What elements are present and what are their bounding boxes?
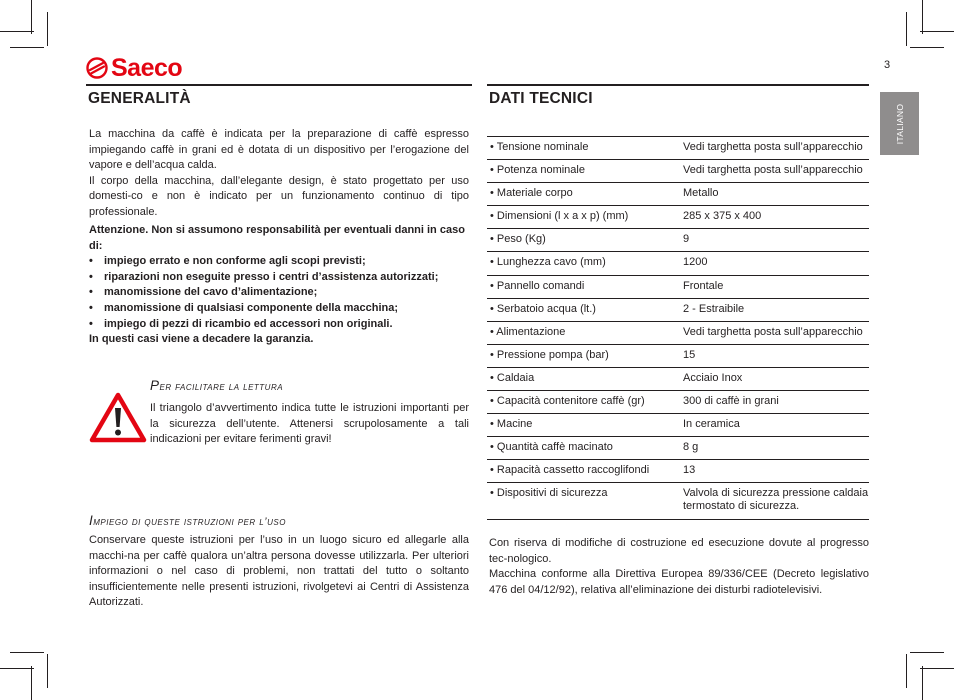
- spec-value: [683, 483, 869, 520]
- crop-mark: [47, 12, 48, 46]
- header-rule-left: [86, 84, 472, 86]
- spec-value: 2 - Estraibile: [683, 298, 869, 321]
- spec-value-line: termostato di sicurezza.: [683, 500, 800, 513]
- subheading-rest: mpiego di queste istruzioni per l’uso: [93, 516, 286, 528]
- spec-label: • Pressione pompa (bar): [487, 344, 683, 367]
- spec-value-line: Valvola di sicurezza pressione caldaia: [683, 487, 869, 500]
- subheading-initial: I: [89, 513, 94, 528]
- spec-value: 15: [683, 344, 869, 367]
- spec-label: • Tensione nominale: [487, 137, 683, 160]
- table-row: [487, 183, 869, 206]
- note-paragraph: Con riserva di modifiche di costruzione ed esecuzione dovute al progresso tec-nologico.: [489, 537, 869, 565]
- reading-text: Il triangolo d’avvertimento indica tutte le istruzioni importanti per la sicurezza dell’utente. Attenersi scrupolosamente a tali indicazioni per evitare ferimenti gravi!: [150, 402, 469, 446]
- table-row: [487, 344, 869, 367]
- crop-mark: [31, 0, 32, 34]
- spec-value: 9: [683, 229, 869, 252]
- table-row: [487, 367, 869, 390]
- spec-label: • Serbatoio acqua (lt.): [487, 298, 683, 321]
- crop-mark: [922, 0, 923, 34]
- list-item: • impiego errato e non conforme agli scopi previsti;: [89, 254, 469, 270]
- subheading-usage: [89, 513, 286, 528]
- crop-mark: [920, 668, 954, 669]
- table-row: [487, 437, 869, 460]
- section-heading-dati-tecnici: DATI TECNICI: [489, 90, 593, 107]
- spec-label: • Alimentazione: [487, 321, 683, 344]
- list-item: • riparazioni non eseguite presso i centri d’assistenza autorizzati;: [89, 270, 469, 286]
- warning-triangle-icon: [89, 391, 147, 443]
- table-row: [487, 160, 869, 183]
- usage-text: Conservare queste istruzioni per l’uso in un luogo sicuro ed allegarle alla macchi-na per caffè qualora un’altra persona dovesse utilizzarla. Per ulteriori informazioni o nel caso di problemi, non trattati del tutto o soltanto insufficientemente nelle presenti istruzioni, rivolgetevi ai Centri di Assistenza Autorizzati.: [89, 534, 469, 609]
- spec-label: • Quantità caffè macinato: [487, 437, 683, 460]
- table-row: [487, 460, 869, 483]
- crop-mark: [0, 668, 34, 669]
- table-row: [487, 298, 869, 321]
- warning-list: [89, 254, 469, 332]
- notes-text: [489, 536, 869, 598]
- subheading-reading: [150, 378, 283, 393]
- crop-mark: [47, 654, 48, 688]
- spec-value: 13: [683, 460, 869, 483]
- table-row: [487, 275, 869, 298]
- warning-title: Attenzione. Non si assumono responsabilità per eventuali danni in caso di:: [89, 224, 465, 252]
- warning-footer: In questi casi viene a decadere la garanzia.: [89, 333, 314, 346]
- table-row: [487, 252, 869, 275]
- brand-wordmark: Saeco: [111, 54, 183, 82]
- spec-label: • Pannello comandi: [487, 275, 683, 298]
- crop-mark: [10, 47, 44, 48]
- list-item: • manomissione di qualsiasi componente della macchina;: [89, 301, 469, 317]
- specs-table: [487, 136, 869, 520]
- table-row: [487, 483, 869, 520]
- spec-label: • Dispositivi di sicurezza: [487, 483, 683, 520]
- crop-mark: [910, 652, 944, 653]
- list-item: • manomissione del cavo d’alimentazione;: [89, 285, 469, 301]
- spec-label: • Materiale corpo: [487, 183, 683, 206]
- table-row: [487, 206, 869, 229]
- list-item: • impiego di pezzi di ricambio ed accessori non originali.: [89, 317, 469, 333]
- liability-warning: [89, 223, 469, 348]
- spec-label: • Caldaia: [487, 367, 683, 390]
- spec-value: Metallo: [683, 183, 869, 206]
- crop-mark: [922, 666, 923, 700]
- spec-label: • Macine: [487, 414, 683, 437]
- crop-mark: [31, 666, 32, 700]
- table-row: [487, 229, 869, 252]
- brand-logo: [86, 55, 182, 81]
- table-row: [487, 391, 869, 414]
- spec-label: • Peso (Kg): [487, 229, 683, 252]
- spec-label: • Rapacità cassetto raccoglifondi: [487, 460, 683, 483]
- spec-value: Vedi targhetta posta sull’apparecchio: [683, 160, 869, 183]
- spec-value: In ceramica: [683, 414, 869, 437]
- saeco-emblem-icon: [86, 57, 108, 79]
- crop-mark: [920, 31, 954, 32]
- subheading-rest: er facilitare la lettura: [159, 381, 284, 393]
- spec-label: • Capacità contenitore caffè (gr): [487, 391, 683, 414]
- table-row: [487, 321, 869, 344]
- crop-mark: [10, 652, 44, 653]
- note-paragraph: Macchina conforme alla Direttiva Europea 89/336/CEE (Decreto legislativo 476 del 04/12/92), relativa all’eliminazione dei disturbi radiotelevisivi.: [489, 568, 869, 596]
- section-heading-generalita: GENERALITÀ: [88, 90, 191, 107]
- table-row: [487, 137, 869, 160]
- spec-value: 300 di caffè in grani: [683, 391, 869, 414]
- page-number: 3: [884, 59, 891, 71]
- spec-value: 8 g: [683, 437, 869, 460]
- spec-value: 1200: [683, 252, 869, 275]
- table-row: [487, 414, 869, 437]
- spec-label: • Lunghezza cavo (mm): [487, 252, 683, 275]
- spec-value: Frontale: [683, 275, 869, 298]
- spec-value: Vedi targhetta posta sull’apparecchio: [683, 321, 869, 344]
- spec-value: 285 x 375 x 400: [683, 206, 869, 229]
- language-tab-label: ITALIANO: [894, 103, 905, 144]
- intro-text: [89, 127, 469, 221]
- subheading-initial: P: [150, 378, 160, 393]
- crop-mark: [906, 654, 907, 688]
- spec-label: • Dimensioni (l x a x p) (mm): [487, 206, 683, 229]
- crop-mark: [0, 31, 34, 32]
- intro-paragraph: La macchina da caffè è indicata per la preparazione di caffè espresso impiegando caffè in grani ed è dotata di un dispositivo per l’erogazione del vapore e dell’acqua calda.: [89, 128, 469, 172]
- spec-value: Vedi targhetta posta sull’apparecchio: [683, 137, 869, 160]
- crop-mark: [906, 12, 907, 46]
- spec-label: • Potenza nominale: [487, 160, 683, 183]
- intro-paragraph: Il corpo della macchina, dall’elegante design, è stato progettato per uso domesti-co e non è indicato per un funzionamento continuo di tipo professionale.: [89, 174, 469, 218]
- header-rule-right: [487, 84, 869, 86]
- crop-mark: [910, 47, 944, 48]
- language-tab: [880, 92, 919, 155]
- spec-value: Acciaio Inox: [683, 367, 869, 390]
